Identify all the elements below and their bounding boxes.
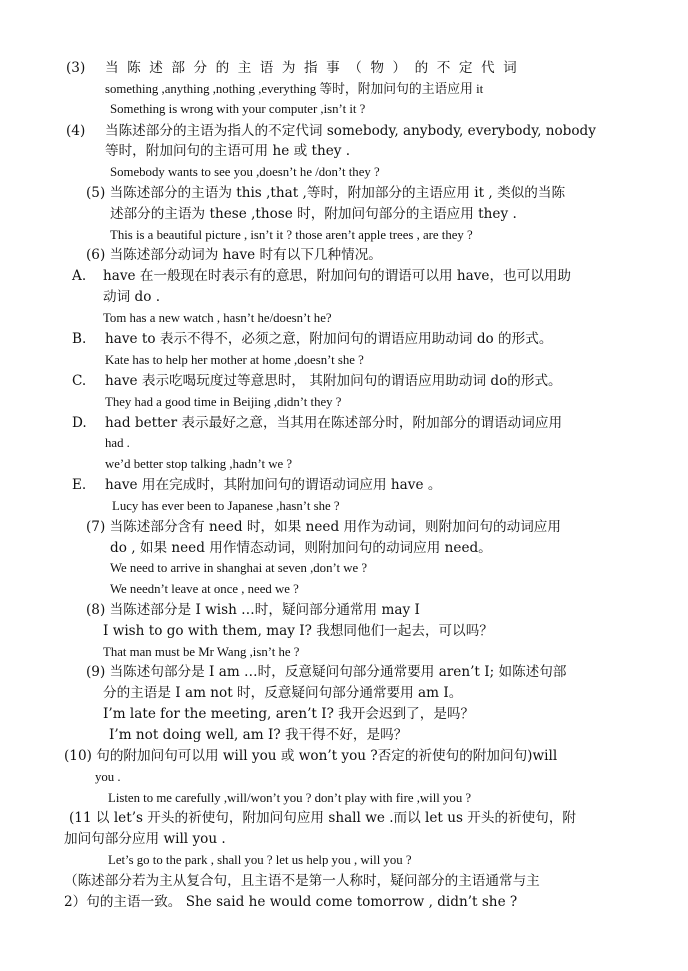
example-sentence: I’m not doing well, am I? 我干得不好，是吗？ bbox=[109, 727, 408, 743]
example-sentence: We needn’t leave at once , need we ? bbox=[110, 582, 299, 596]
item-letter-a: A. bbox=[72, 268, 87, 284]
text-line: (8) 当陈述部分是 I wish …时，疑问部分通常用 may I bbox=[86, 602, 420, 618]
example-sentence: We need to arrive in shanghai at seven ,don’t we ? bbox=[110, 561, 368, 575]
text-line: 当 陈 述 部 分 的 主 语 为 指 事 （ 物 ） 的 不 定 代 词 bbox=[105, 60, 518, 76]
example-sentence: They had a good time in Beijing ,didn’t they ? bbox=[105, 395, 342, 409]
example-sentence: Lucy has ever been to Japanese ,hasn’t she ? bbox=[112, 499, 340, 513]
item-letter-e: E. bbox=[72, 477, 87, 493]
item-letter-c: C. bbox=[72, 373, 87, 389]
example-sentence: I wish to go with them, may I? 我想同他们一起去，可以吗？ bbox=[103, 623, 493, 639]
text-line: something ,anything ,nothing ,everything 等时，附加问句的主语应用 it bbox=[105, 82, 484, 96]
text-line: 加问句部分应用 will you . bbox=[64, 831, 226, 847]
text-line: you . bbox=[95, 770, 121, 784]
text-line: 当陈述部分的主语为指人的不定代词 somebody, anybody, everybody, nobody bbox=[105, 123, 596, 139]
text-line: (9) 当陈述句部分是 I am …时，反意疑问句部分通常要用 aren’t I; 如陈述句部 bbox=[86, 664, 567, 680]
example-sentence: Tom has a new watch , hasn’t he/doesn’t he? bbox=[103, 311, 332, 325]
example-sentence: Somebody wants to see you ,doesn’t he /don’t they ? bbox=[110, 165, 380, 179]
text-line: 分的主语是 I am not 时，反意疑问句部分通常要用 am I。 bbox=[103, 685, 463, 701]
text-line: have 表示吃喝玩度过等意思时， 其附加问句的谓语应用助动词 do的形式。 bbox=[105, 373, 562, 389]
example-sentence: That man must be Mr Wang ,isn’t he ? bbox=[103, 645, 300, 659]
text-line: had better 表示最好之意，当其用在陈述部分时，附加部分的谓语动词应用 bbox=[105, 415, 563, 431]
example-sentence: Kate has to help her mother at home ,doesn’t she ? bbox=[105, 353, 364, 367]
example-sentence: This is a beautiful picture , isn’t it ? those aren’t apple trees , are they ? bbox=[110, 228, 473, 242]
example-sentence: Listen to me carefully ,will/won’t you ? don’t play with fire ,will you ? bbox=[108, 791, 472, 805]
example-sentence: we’d better stop talking ,hadn’t we ? bbox=[105, 457, 293, 471]
item-letter-b: B. bbox=[72, 331, 87, 347]
item-number-4: (4) bbox=[66, 123, 86, 139]
example-sentence: I’m late for the meeting, aren’t I? 我开会迟到了，是吗？ bbox=[103, 706, 475, 722]
text-line: 述部分的主语为 these ,those 时，附加问句部分的主语应用 they . bbox=[110, 206, 517, 222]
text-line: have to 表示不得不，必须之意，附加问句的谓语应用助动词 do 的形式。 bbox=[105, 331, 553, 347]
text-line: have 在一般现在时表示有的意思，附加问句的谓语可以用 have，也可以用助 bbox=[103, 268, 572, 284]
text-line: had . bbox=[105, 436, 130, 450]
text-line: (6) 当陈述部分动词为 have 时有以下几种情况。 bbox=[86, 247, 382, 263]
text-line: (10) 句的附加问句可以用 will you 或 won’t you ?否定的祈使句的附加问句)will bbox=[64, 748, 558, 764]
item-letter-d: D. bbox=[72, 415, 87, 431]
example-sentence: Let’s go to the park , shall you ? let us help you , will you ? bbox=[108, 853, 412, 867]
text-line: 动词 do . bbox=[103, 289, 161, 305]
item-number-3: (3) bbox=[66, 60, 86, 76]
example-sentence: Something is wrong with your computer ,isn’t it ? bbox=[110, 102, 366, 116]
text-line: 2）句的主语一致。 She said he would come tomorrow , didn’t she ? bbox=[64, 894, 518, 910]
text-line: (5) 当陈述部分的主语为 this ,that ,等时，附加部分的主语应用 it , 类似的当陈 bbox=[86, 185, 566, 201]
text-line: (11 以 let’s 开头的祈使句，附加问句应用 shall we .而以 let us 开头的祈使句，附 bbox=[69, 810, 577, 826]
text-line: (7) 当陈述部分含有 need 时，如果 need 用作为动词，则附加问句的动词应用 bbox=[86, 519, 561, 535]
text-line: 等时，附加问句的主语可用 he 或 they . bbox=[105, 143, 351, 159]
text-line: （陈述部分若为主从复合句，且主语不是第一人称时，疑问部分的主语通常与主 bbox=[64, 873, 540, 889]
text-line: do , 如果 need 用作情态动词，则附加问句的动词应用 need。 bbox=[110, 540, 492, 556]
text-line: have 用在完成时，其附加问句的谓语动词应用 have 。 bbox=[105, 477, 442, 493]
